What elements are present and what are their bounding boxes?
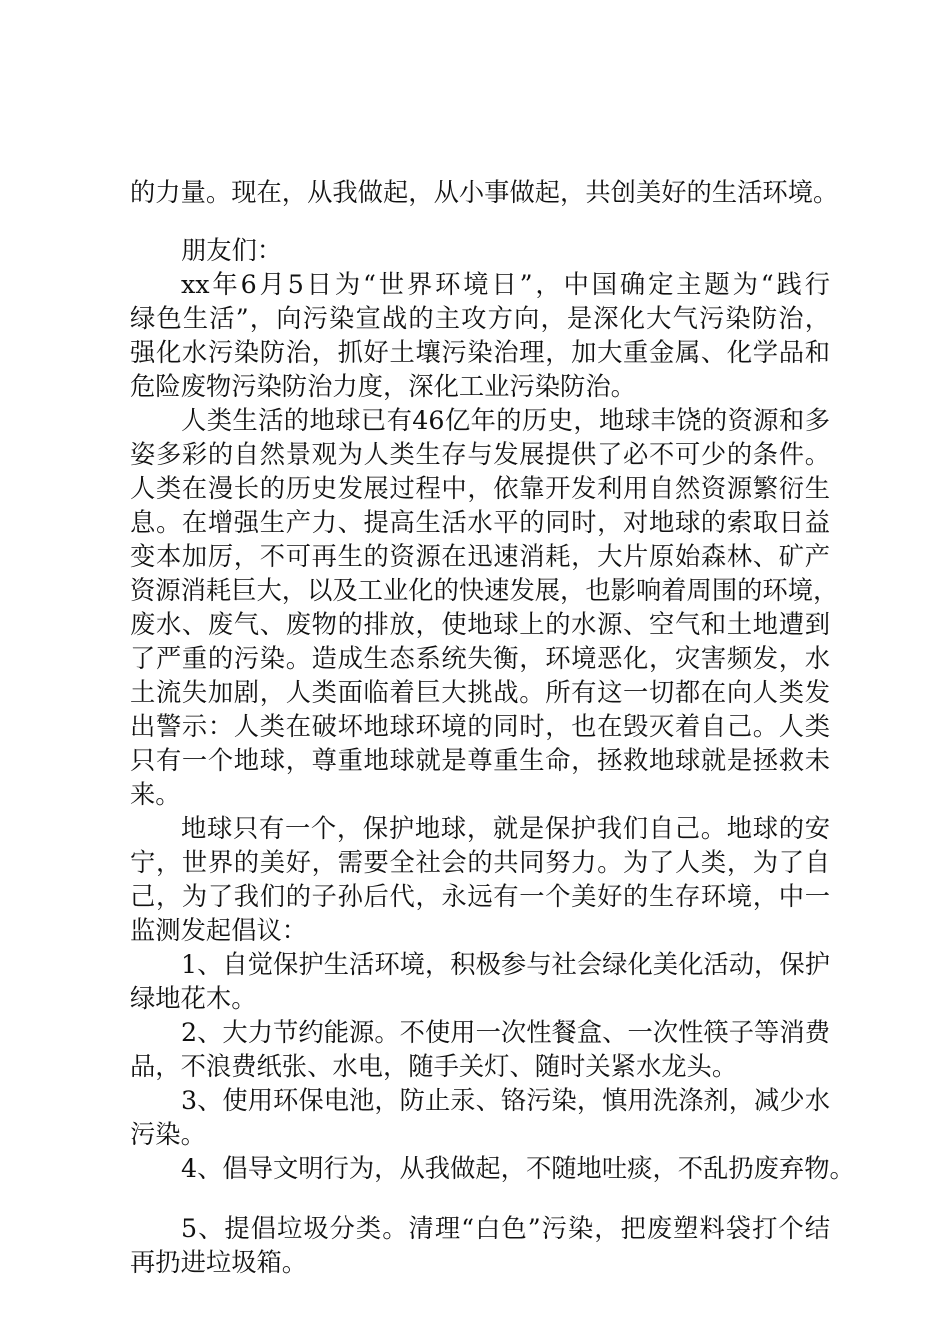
text-line: 人类在漫长的历史发展过程中，依靠开发利用自然资源繁衍生 — [130, 474, 830, 503]
list-item-text: 品，不浪费纸张、水电，随手关灯、随时关紧水龙头。 — [130, 1052, 738, 1081]
text-line: 变本加厉，不可再生的资源在迅速消耗，大片原始森林、矿产 — [130, 542, 830, 571]
list-item-text: 2、大力节约能源。不使用一次性餐盒、一次性筷子等消费 — [181, 1018, 830, 1047]
text-line: 资源消耗巨大，以及工业化的快速发展，也影响着周围的环境， — [130, 576, 839, 605]
list-item-text: 3、使用环保电池，防止汞、铬污染，慎用洗涤剂，减少水 — [181, 1086, 830, 1115]
text-line: 废水、废气、废物的排放，使地球上的水源、空气和土地遭到 — [130, 610, 830, 639]
text-line: 己，为了我们的子孙后代，永远有一个美好的生存环境，中一 — [130, 882, 830, 911]
text-line: 姿多彩的自然景观为人类生存与发展提供了必不可少的条件。 — [130, 440, 830, 469]
text-line: 来。 — [130, 780, 181, 809]
text-line: 强化水污染防治，抓好土壤污染治理，加大重金属、化学品和 — [130, 338, 830, 367]
list-item-text: 绿地花木。 — [130, 984, 257, 1013]
text-line: 地球只有一个，保护地球，就是保护我们自己。地球的安 — [181, 814, 830, 843]
text-line: 息。在增强生产力、提高生活水平的同时，对地球的索取日益 — [130, 508, 830, 537]
text-line: 土流失加剧，人类面临着巨大挑战。所有这一切都在向人类发 — [130, 678, 830, 707]
list-item-text: 5、提倡垃圾分类。清理“白色”污染，把废塑料袋打个结 — [181, 1214, 830, 1243]
text-line: 人类生活的地球已有46亿年的历史，地球丰饶的资源和多 — [181, 406, 830, 435]
text-line: 绿色生活”，向污染宣战的主攻方向，是深化大气污染防治， — [130, 304, 830, 333]
text-line: xx年6月5日为“世界环境日”，中国确定主题为“践行 — [181, 270, 830, 299]
text-line: 危险废物污染防治力度，深化工业污染防治。 — [130, 372, 636, 401]
salutation: 朋友们： — [181, 236, 283, 265]
text-line: 宁，世界的美好，需要全社会的共同努力。为了人类，为了自 — [130, 848, 830, 877]
text-line: 只有一个地球，尊重地球就是尊重生命，拯救地球就是拯救未 — [130, 746, 830, 775]
text-line: 的力量。现在，从我做起，从小事做起，共创美好的生活环境。 — [130, 178, 839, 207]
list-item-text: 再扔进垃圾箱。 — [130, 1248, 308, 1277]
text-line: 了严重的污染。造成生态系统失衡，环境恶化，灾害频发，水 — [130, 644, 830, 673]
list-item-text: 污染。 — [130, 1120, 206, 1149]
list-item-text: 4、倡导文明行为，从我做起，不随地吐痰，不乱扔废弃物。 — [181, 1154, 855, 1183]
list-item-text: 1、自觉保护生活环境，积极参与社会绿化美化活动，保护 — [181, 950, 830, 979]
text-line: 监测发起倡议： — [130, 916, 308, 945]
text-line: 出警示：人类在破坏地球环境的同时，也在毁灭着自己。人类 — [130, 712, 830, 741]
